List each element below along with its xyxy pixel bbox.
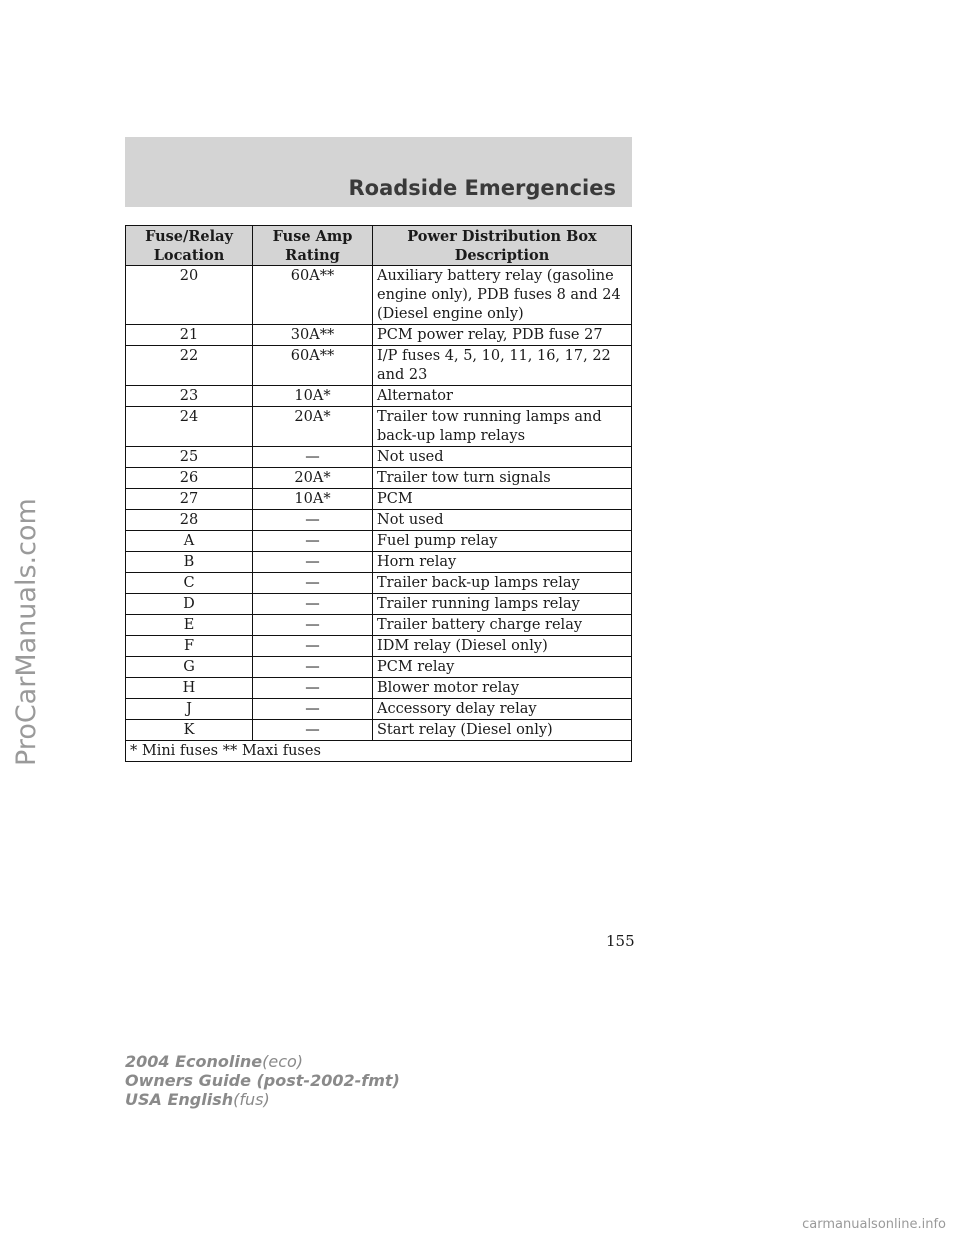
table-row	[126, 699, 632, 720]
table-row	[126, 573, 632, 594]
table-row	[126, 266, 632, 325]
cell-rating: 10A*	[253, 489, 373, 510]
cell-location: G	[126, 657, 253, 678]
cell-description: Blower motor relay	[373, 678, 632, 699]
cell-rating: 60A**	[253, 266, 373, 325]
cell-location: H	[126, 678, 253, 699]
cell-location: F	[126, 636, 253, 657]
cell-rating: —	[253, 510, 373, 531]
cell-location: A	[126, 531, 253, 552]
table-row	[126, 468, 632, 489]
table-row	[126, 489, 632, 510]
cell-description: Fuel pump relay	[373, 531, 632, 552]
cell-rating: 60A**	[253, 346, 373, 386]
cell-description: Not used	[373, 447, 632, 468]
page-number: 155	[606, 932, 635, 950]
table-row	[126, 636, 632, 657]
cell-description: IDM relay (Diesel only)	[373, 636, 632, 657]
section-title: Roadside Emergencies	[348, 176, 616, 200]
cell-location: 24	[126, 407, 253, 447]
table-row	[126, 594, 632, 615]
cell-description: Horn relay	[373, 552, 632, 573]
cell-rating: —	[253, 678, 373, 699]
table-row	[126, 510, 632, 531]
cell-location: 26	[126, 468, 253, 489]
table-footnote: * Mini fuses ** Maxi fuses	[126, 741, 632, 762]
cell-location: K	[126, 720, 253, 741]
cell-location: 22	[126, 346, 253, 386]
cell-description: Auxiliary battery relay (gasoline engine only), PDB fuses 8 and 24 (Diesel engine only)	[373, 266, 632, 325]
table-row	[126, 552, 632, 573]
cell-rating: —	[253, 657, 373, 678]
cell-location: E	[126, 615, 253, 636]
cell-rating: —	[253, 531, 373, 552]
cell-rating: 30A**	[253, 325, 373, 346]
cell-location: 21	[126, 325, 253, 346]
col-header-rating: Fuse Amp Rating	[253, 226, 373, 266]
cell-location: J	[126, 699, 253, 720]
footnote-row	[126, 741, 632, 762]
bottom-watermark: carmanualsonline.info	[802, 1217, 946, 1232]
cell-description: I/P fuses 4, 5, 10, 11, 16, 17, 22 and 23	[373, 346, 632, 386]
table-row	[126, 346, 632, 386]
cell-description: Trailer tow running lamps and back-up lamp relays	[373, 407, 632, 447]
cell-rating: —	[253, 447, 373, 468]
document-footer	[125, 1052, 400, 1109]
cell-description: Alternator	[373, 386, 632, 407]
cell-rating: —	[253, 615, 373, 636]
footer-line-3	[125, 1090, 400, 1109]
table-row	[126, 615, 632, 636]
table-row	[126, 720, 632, 741]
cell-location: D	[126, 594, 253, 615]
cell-rating: —	[253, 699, 373, 720]
cell-rating: —	[253, 594, 373, 615]
table-body	[126, 266, 632, 741]
cell-rating: 10A*	[253, 386, 373, 407]
cell-description: Trailer running lamps relay	[373, 594, 632, 615]
footer-line-1	[125, 1052, 400, 1071]
cell-location: C	[126, 573, 253, 594]
side-watermark-text: ProCarManuals.com	[11, 498, 42, 766]
cell-location: 27	[126, 489, 253, 510]
cell-description: Not used	[373, 510, 632, 531]
cell-rating: —	[253, 636, 373, 657]
table-row	[126, 325, 632, 346]
cell-location: 28	[126, 510, 253, 531]
cell-location: 20	[126, 266, 253, 325]
col-header-location: Fuse/Relay Location	[126, 226, 253, 266]
table-row	[126, 386, 632, 407]
table-header-row	[126, 226, 632, 266]
col-header-description: Power Distribution Box Description	[373, 226, 632, 266]
cell-rating: —	[253, 720, 373, 741]
footer-line-2	[125, 1071, 400, 1090]
table-row	[126, 657, 632, 678]
cell-description: Trailer tow turn signals	[373, 468, 632, 489]
footer-model-code: (eco)	[262, 1052, 304, 1071]
footer-guide: Owners Guide (post-2002-fmt)	[125, 1071, 400, 1090]
cell-description: PCM relay	[373, 657, 632, 678]
cell-rating: —	[253, 552, 373, 573]
footer-language: USA English	[125, 1090, 234, 1109]
table-row	[126, 531, 632, 552]
cell-rating: 20A*	[253, 468, 373, 489]
fuse-table	[125, 225, 632, 762]
cell-rating: —	[253, 573, 373, 594]
cell-location: 23	[126, 386, 253, 407]
table-row	[126, 678, 632, 699]
cell-location: B	[126, 552, 253, 573]
table-row	[126, 447, 632, 468]
footer-language-code: (fus)	[233, 1090, 270, 1109]
cell-location: 25	[126, 447, 253, 468]
cell-description: PCM power relay, PDB fuse 27	[373, 325, 632, 346]
cell-description: PCM	[373, 489, 632, 510]
cell-description: Start relay (Diesel only)	[373, 720, 632, 741]
table-row	[126, 407, 632, 447]
cell-rating: 20A*	[253, 407, 373, 447]
cell-description: Trailer back-up lamps relay	[373, 573, 632, 594]
footer-model: 2004 Econoline	[125, 1052, 263, 1071]
cell-description: Accessory delay relay	[373, 699, 632, 720]
cell-description: Trailer battery charge relay	[373, 615, 632, 636]
